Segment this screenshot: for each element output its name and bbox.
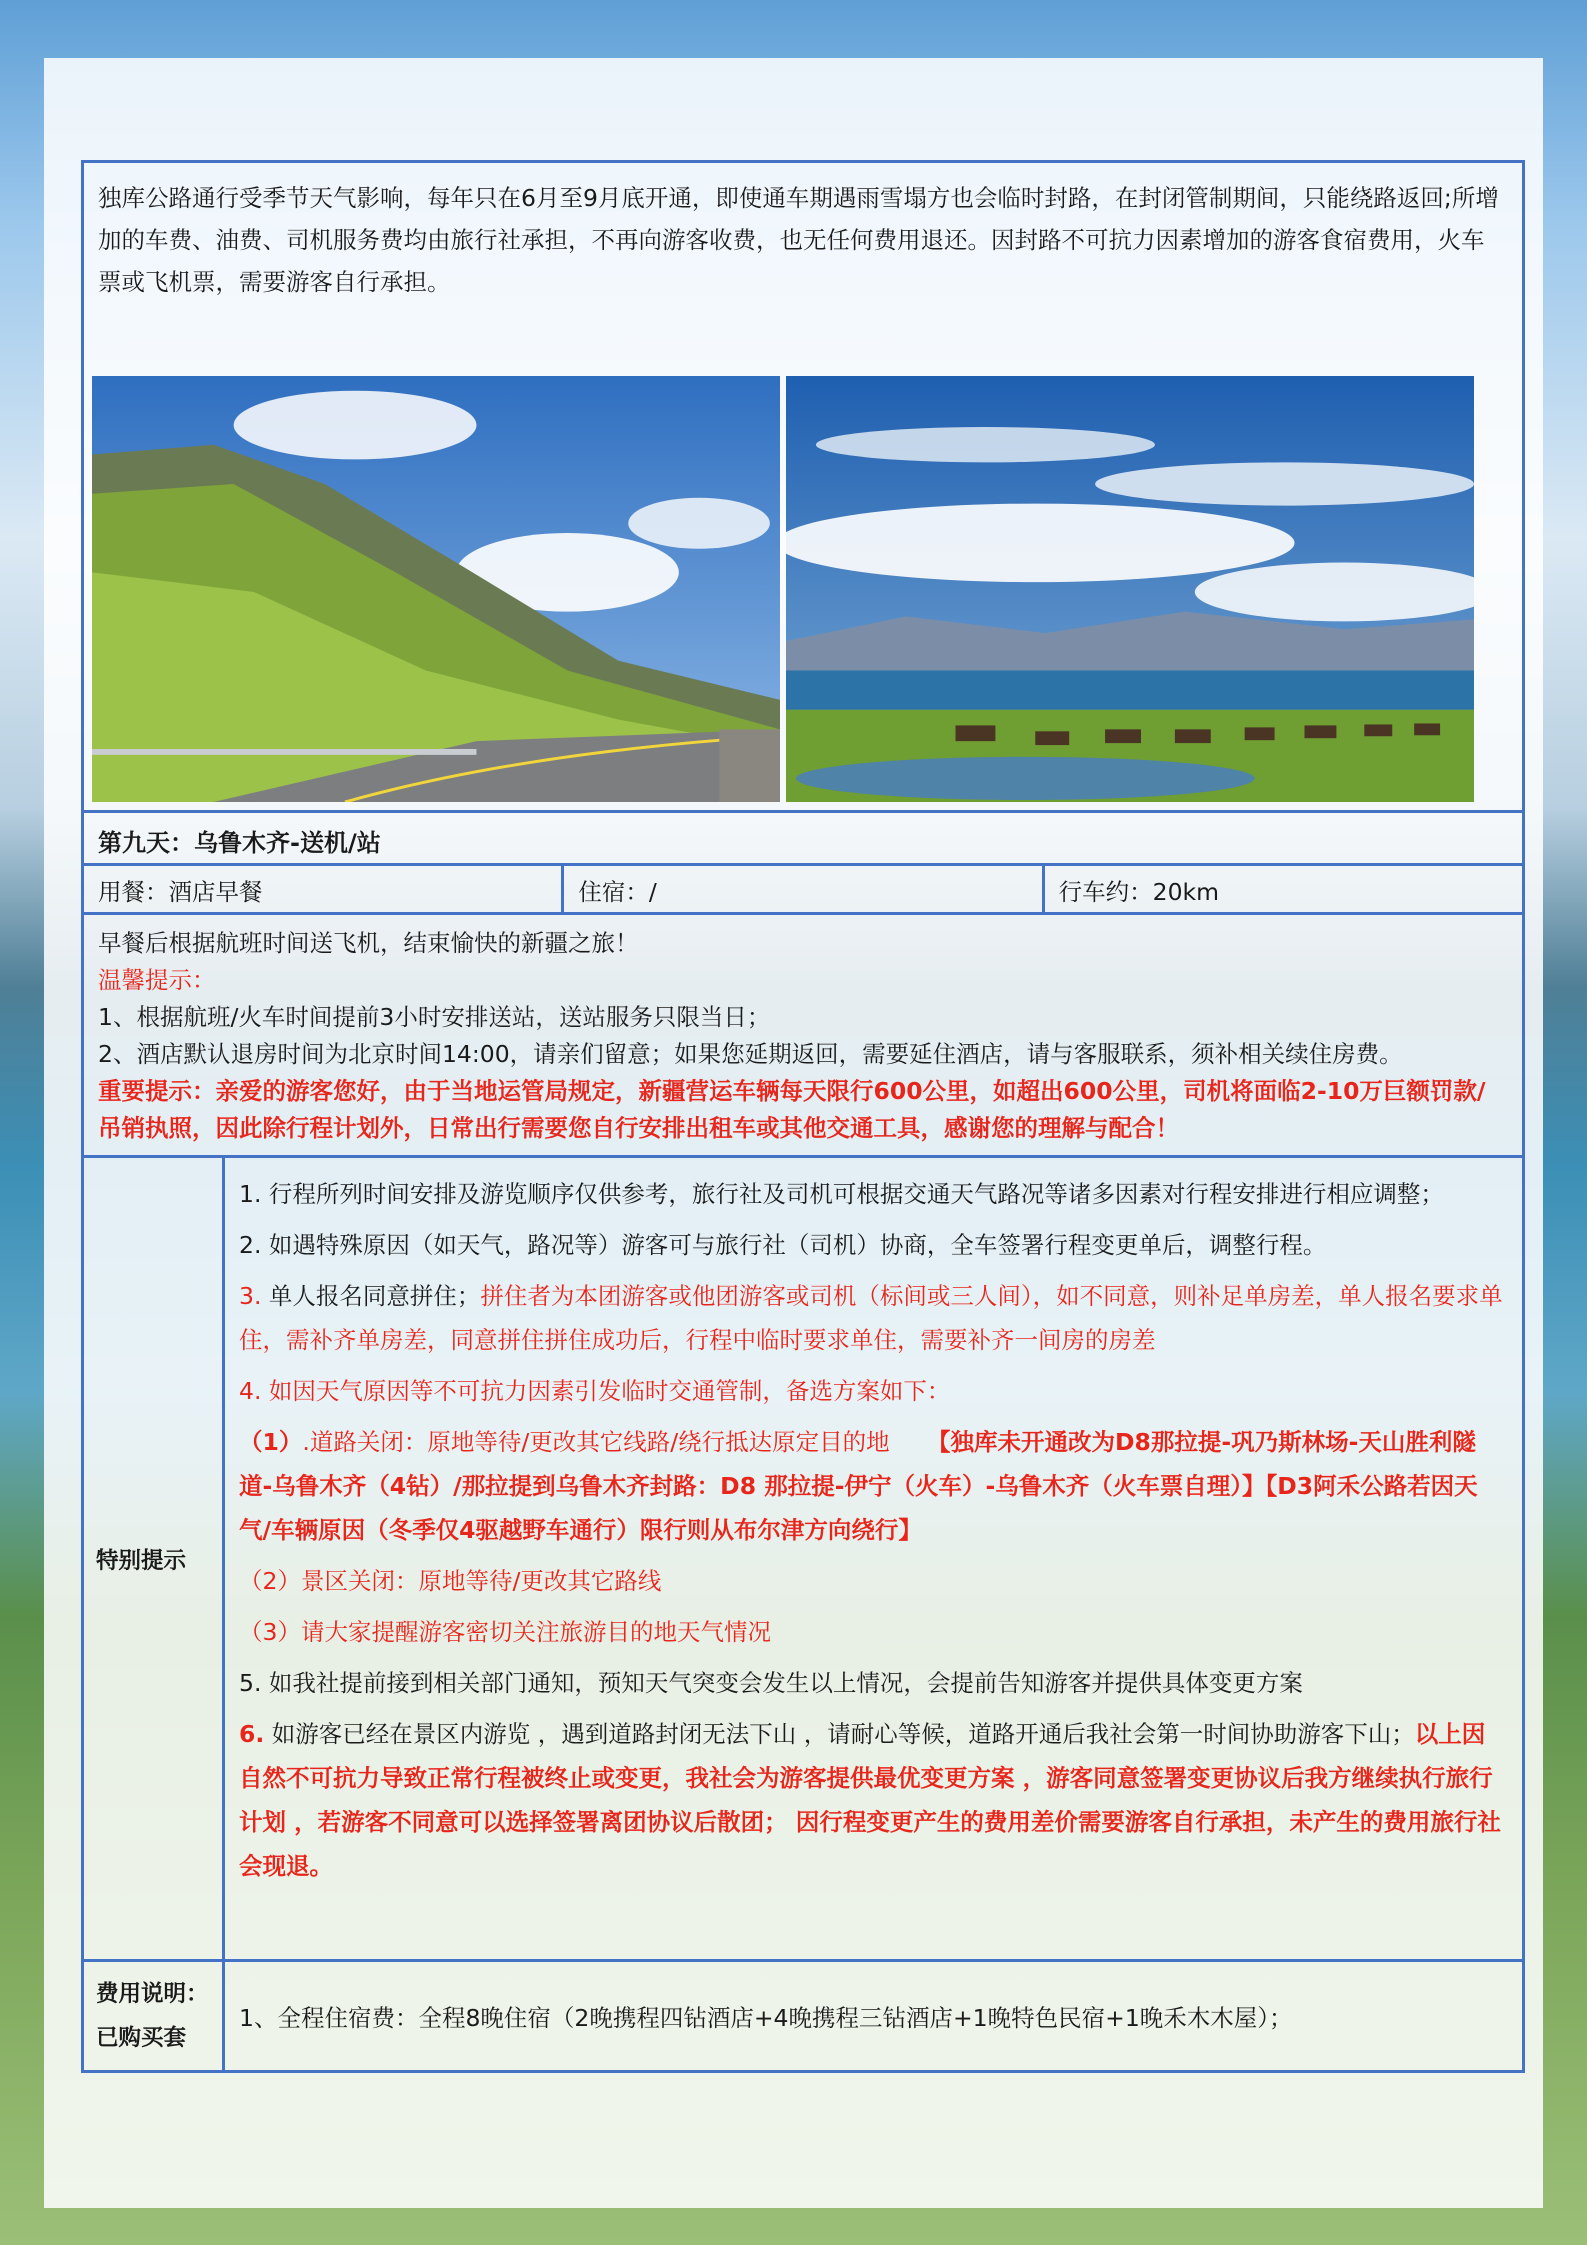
special-item-6-text: 如游客已经在景区内游览 ，遇到道路封闭无法下山 ，请耐心等候，道路开通后我社会第一时间协助游客下山； [264, 1720, 1415, 1748]
fee-label [84, 1962, 225, 2070]
warm-tip-label: 温馨提示： [98, 966, 216, 994]
itinerary-table [81, 160, 1525, 2073]
special-item-5: 5. 如我社提前接到相关部门通知，预知天气突变会发生以上情况，会提前告知游客并提供具体变更方案 [239, 1669, 1303, 1697]
special-item-6-number: 6. [239, 1720, 265, 1748]
day9-meta-row [84, 863, 1522, 912]
special-item-3-lead: 单人报名同意拼住； [268, 1282, 481, 1310]
special-tips-row [84, 1155, 1522, 1959]
special-tips-label: 特别提示 [84, 1158, 225, 1959]
special-item-4-1 [239, 1420, 1508, 1552]
day9-meals: 用餐：酒店早餐 [84, 866, 564, 912]
day9-description: 早餐后根据航班时间送飞机，结束愉快的新疆之旅！ [98, 929, 639, 957]
warm-tip-2: 2、酒店默认退房时间为北京时间14:00，请亲们留意；如果您延期返回，需要延住酒店，请与客服联系，须补相关续住房费。 [98, 1040, 1403, 1068]
special-item-1: 1. 行程所列时间安排及游览顺序仅供参考，旅行社及司机可根据交通天气路况等诸多因素对行程安排进行相应调整； [239, 1180, 1444, 1208]
special-item-4-3: （3）请大家提醒游客密切关注旅游目的地天气情况 [239, 1618, 771, 1646]
special-item-2: 2. 如遇特殊原因（如天气，路况等）游客可与旅行社（司机）协商，全车签署行程变更单后，调整行程。 [239, 1231, 1327, 1259]
special-item-4-1-number: （1） [239, 1428, 303, 1456]
fee-row [84, 1959, 1522, 2070]
day9-distance: 行车约：20km [1058, 878, 1220, 906]
special-item-4-1-alternatives: 【独库未开通改为D8那拉提-巩乃斯林场-天山胜利隧道-乌鲁木齐（4钻）/那拉提到乌鲁木齐封路：D8 那拉提-伊宁（火车）-乌鲁木齐（火车票自理）】【D3阿禾公路若因天气/车辆原因（冬季仅4驱越野车通行）限行则从布尔津方向绕行】 [239, 1428, 1478, 1544]
special-item-4-1-text: .道路关闭：原地等待/更改其它线路/绕行抵达原定目的地 [302, 1428, 890, 1456]
day9-lodging: 住宿：/ [564, 866, 1044, 912]
special-item-4: 4. 如因天气原因等不可抗力因素引发临时交通管制，备选方案如下： [239, 1377, 951, 1405]
day9-title: 第九天：乌鲁木齐-送机/站 [98, 829, 381, 857]
special-item-6-emphasis: 以上因自然不可抗力导致正常行程被终止或变更，我社会为游客提供最优变更方案 ，游客同意签署变更协议后我方继续执行旅行计划 ，若游客不同意可以选择签署离团协议后散团； 因行程变更产生的费用差价需要游客自行承担，未产生的费用旅行社会现退。 [239, 1720, 1501, 1880]
warm-tip-1: 1、根据航班/火车时间提前3小时安排送站，送站服务只限当日； [98, 1003, 771, 1031]
special-item-3 [239, 1274, 1508, 1362]
special-item-3-detail: 拼住者为本团游客或他团游客或司机（标间或三人间），如不同意，则补足单房差，单人报名要求单住，需补齐单房差，同意拼住拼住成功后，行程中临时要求单住，需要补齐一间房的房差 [239, 1282, 1503, 1354]
fee-label-line2: 已购买套 [96, 2025, 187, 2051]
fee-label-line1: 费用说明： [96, 1981, 209, 2007]
special-item-6 [239, 1712, 1508, 1888]
special-item-4-2: （2）景区关闭：原地等待/更改其它路线 [239, 1567, 662, 1595]
photo-row [84, 376, 1522, 810]
day9-title-row [84, 810, 1522, 863]
intro-paragraph: 独库公路通行受季节天气影响，每年只在6月至9月底开通，即使通车期遇雨雪塌方也会临时封路，在封闭管制期间，只能绕路返回;所增加的车费、油费、司机服务费均由旅行社承担，不再向游客收费，也无任何费用退还。因封路不可抗力因素增加的游客食宿费用，火车票或飞机票，需要游客自行承担。 [98, 184, 1499, 296]
special-item-3-number: 3. [239, 1282, 269, 1310]
special-tips-content [225, 1158, 1522, 1959]
fee-item-1: 1、全程住宿费：全程8晚住宿（2晚携程四钻酒店+4晚携程三钻酒店+1晚特色民宿+1晚禾木木屋）； [239, 2004, 1293, 2032]
mountain-road-photo [92, 376, 780, 802]
grassland-horses-photo [786, 376, 1474, 802]
important-notice: 重要提示：亲爱的游客您好，由于当地运管局规定，新疆营运车辆每天限行600公里，如超出600公里，司机将面临2-10万巨额罚款/吊销执照，因此除行程计划外，日常出行需要您自行安排出租车或其他交通工具，感谢您的理解与配合！ [98, 1077, 1486, 1142]
day9-details [84, 912, 1522, 1155]
